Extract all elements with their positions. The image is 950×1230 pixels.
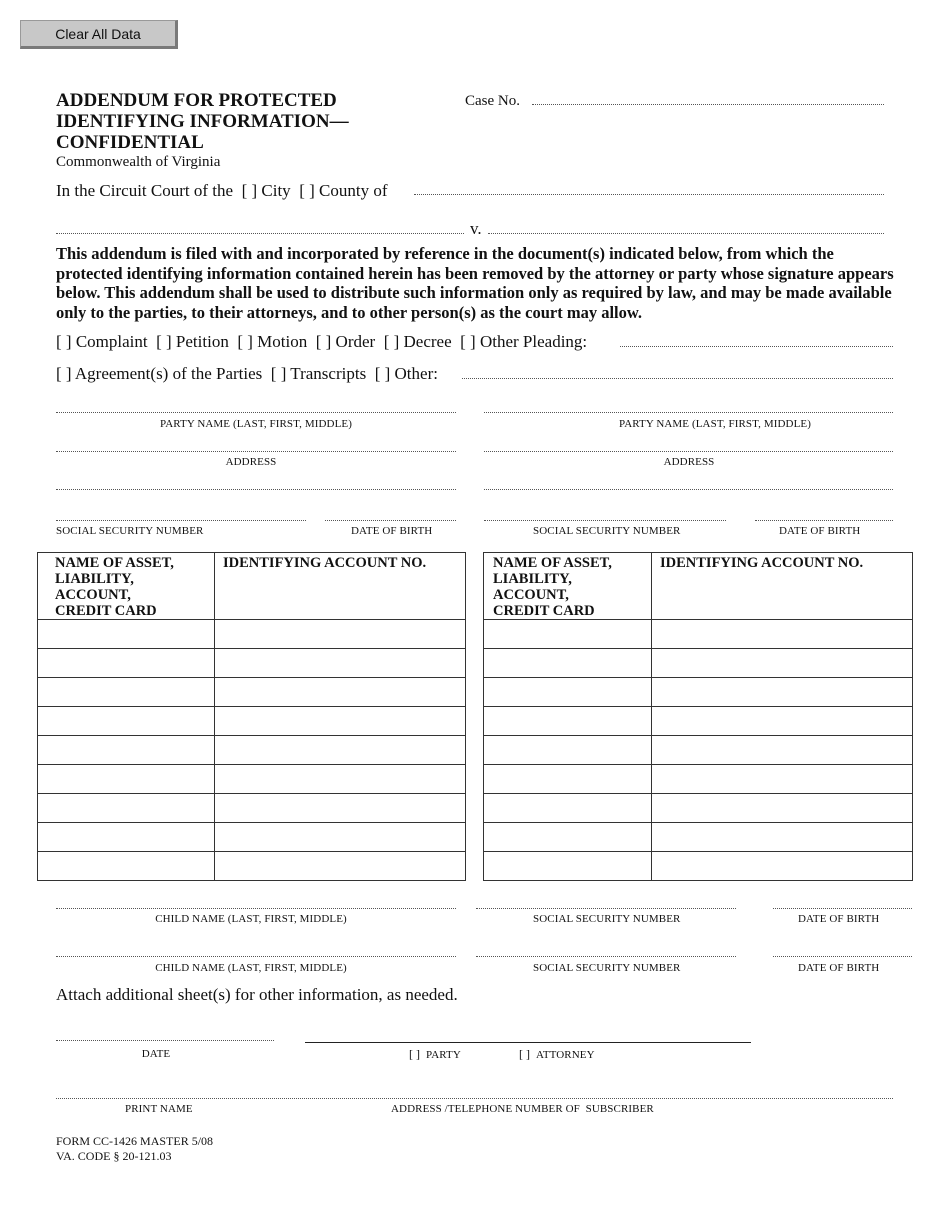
account-number-cell[interactable]	[652, 736, 913, 765]
print-name-caption: PRINT NAME	[125, 1103, 193, 1115]
motion-checkbox[interactable]: [ ] Motion	[237, 332, 308, 351]
table-row	[484, 620, 913, 649]
court-line	[56, 181, 388, 201]
table-row	[484, 678, 913, 707]
county-label: County of	[319, 181, 388, 200]
party1-address-caption: ADDRESS	[225, 456, 277, 468]
form-title	[56, 90, 349, 153]
petition-checkbox[interactable]: [ ] Petition	[156, 332, 229, 351]
party2-ssn-caption: SOCIAL SECURITY NUMBER	[533, 525, 681, 537]
account-number-cell[interactable]	[215, 823, 466, 852]
child2-ssn-caption: SOCIAL SECURITY NUMBER	[533, 962, 681, 974]
child1-dob-field[interactable]	[773, 908, 912, 909]
decree-checkbox[interactable]: [ ] Decree	[383, 332, 452, 351]
title-line-1: ADDENDUM FOR PROTECTED	[56, 90, 337, 111]
account-number-cell[interactable]	[215, 765, 466, 794]
table-row	[38, 736, 466, 765]
table-row	[38, 794, 466, 823]
party1-dob-caption: DATE OF BIRTH	[351, 525, 433, 537]
child2-ssn-field[interactable]	[476, 956, 736, 957]
account-number-cell[interactable]	[652, 765, 913, 794]
attorney-label: ATTORNEY	[536, 1049, 595, 1061]
intro-paragraph: This addendum is filed with and incorporated by reference in the document(s) indicated below, from which the protected identifying information contained herein has been removed by the attorney or party whose signature appears below. This addendum shall be used to distribute such information only as required by law, and may be made available only to the parties, to their attorneys, and to other person(s) as the court may allow.	[56, 244, 894, 322]
plaintiff-field[interactable]	[56, 233, 464, 234]
party1-ssn-caption: SOCIAL SECURITY NUMBER	[56, 525, 204, 537]
table-row	[484, 765, 913, 794]
case-number-field[interactable]	[532, 104, 884, 105]
party2-address-line2-field[interactable]	[484, 489, 893, 490]
form-footer	[56, 1134, 213, 1164]
child2-name-field[interactable]	[56, 956, 456, 957]
account-number-cell[interactable]	[652, 620, 913, 649]
account-number-cell[interactable]	[215, 736, 466, 765]
asset-name-cell[interactable]	[484, 620, 652, 649]
order-checkbox[interactable]: [ ] Order	[315, 332, 376, 351]
defendant-field[interactable]	[488, 233, 884, 234]
account-number-cell[interactable]	[215, 852, 466, 881]
party2-name-field[interactable]	[484, 412, 893, 413]
child1-name-caption: CHILD NAME (LAST, FIRST, MIDDLE)	[155, 913, 347, 925]
account-number-cell[interactable]	[215, 649, 466, 678]
court-prefix: In the Circuit Court of the	[56, 181, 234, 200]
table-row	[38, 620, 466, 649]
attorney-checkbox[interactable]: [ ]	[519, 1047, 530, 1061]
account-number-cell[interactable]	[652, 707, 913, 736]
table-row	[38, 852, 466, 881]
party2-address-field[interactable]	[484, 451, 893, 452]
asset-name-cell[interactable]	[484, 736, 652, 765]
date-field[interactable]	[56, 1040, 274, 1041]
asset-name-header: NAME OF ASSET, LIABILITY, ACCOUNT, CREDIT CARD	[38, 553, 215, 620]
account-number-cell[interactable]	[652, 823, 913, 852]
table-row	[484, 707, 913, 736]
account-number-cell[interactable]	[652, 852, 913, 881]
table-row	[38, 678, 466, 707]
account-number-cell[interactable]	[215, 707, 466, 736]
account-number-cell[interactable]	[215, 678, 466, 707]
asset-name-cell[interactable]	[38, 852, 215, 881]
attorney-choice	[519, 1047, 595, 1062]
table-row	[38, 765, 466, 794]
other-pleading-field[interactable]	[620, 346, 893, 347]
versus-label: v.	[470, 219, 482, 238]
table-row	[38, 707, 466, 736]
table-row	[38, 823, 466, 852]
form-number: FORM CC-1426 MASTER 5/08	[56, 1134, 214, 1148]
table-row	[484, 852, 913, 881]
child2-dob-field[interactable]	[773, 956, 912, 957]
asset-name-cell[interactable]	[38, 823, 215, 852]
party2-dob-field[interactable]	[755, 520, 893, 521]
document-type-row-2	[56, 364, 438, 384]
date-caption: DATE	[141, 1048, 171, 1060]
party2-ssn-field[interactable]	[484, 520, 726, 521]
table-row	[484, 794, 913, 823]
clear-all-data-button[interactable]: Clear All Data	[20, 20, 178, 49]
asset-name-cell[interactable]	[484, 678, 652, 707]
party2-name-caption: PARTY NAME (LAST, FIRST, MIDDLE)	[619, 418, 811, 430]
account-number-cell[interactable]	[215, 620, 466, 649]
asset-name-cell[interactable]	[38, 736, 215, 765]
asset-name-cell[interactable]	[484, 649, 652, 678]
child1-ssn-field[interactable]	[476, 908, 736, 909]
table-row	[38, 649, 466, 678]
account-number-header: IDENTIFYING ACCOUNT NO.	[215, 553, 466, 620]
city-checkbox[interactable]: [ ]	[241, 181, 258, 200]
signature-line[interactable]	[305, 1042, 751, 1043]
asset-name-cell[interactable]	[484, 765, 652, 794]
asset-name-cell[interactable]	[38, 794, 215, 823]
party1-name-field[interactable]	[56, 412, 456, 413]
child1-ssn-caption: SOCIAL SECURITY NUMBER	[533, 913, 681, 925]
jurisdiction-subtitle: Commonwealth of Virginia	[56, 154, 221, 170]
table-row	[484, 823, 913, 852]
city-label: City	[261, 181, 291, 200]
child1-name-field[interactable]	[56, 908, 456, 909]
party2-asset-table	[483, 552, 913, 881]
account-number-cell[interactable]	[652, 794, 913, 823]
party1-name-caption: PARTY NAME (LAST, FIRST, MIDDLE)	[160, 418, 352, 430]
party1-asset-table	[37, 552, 466, 881]
other-document-field[interactable]	[462, 378, 893, 379]
child1-dob-caption: DATE OF BIRTH	[798, 913, 880, 925]
table-row	[484, 649, 913, 678]
account-number-cell[interactable]	[215, 794, 466, 823]
party1-ssn-field[interactable]	[56, 520, 306, 521]
asset-name-cell[interactable]	[38, 765, 215, 794]
asset-name-cell[interactable]	[38, 620, 215, 649]
party1-dob-field[interactable]	[325, 520, 456, 521]
asset-name-cell[interactable]	[484, 794, 652, 823]
party2-address-caption: ADDRESS	[663, 456, 715, 468]
asset-name-cell[interactable]	[484, 707, 652, 736]
asset-name-cell[interactable]	[38, 678, 215, 707]
transcripts-checkbox[interactable]: [ ] Transcripts	[270, 364, 367, 383]
attach-note: Attach additional sheet(s) for other information, as needed.	[56, 985, 458, 1004]
party2-dob-caption: DATE OF BIRTH	[779, 525, 861, 537]
party-attorney-choice	[409, 1047, 461, 1062]
child2-dob-caption: DATE OF BIRTH	[798, 962, 880, 974]
asset-name-cell[interactable]	[38, 649, 215, 678]
title-line-3: CONFIDENTIAL	[56, 132, 204, 153]
account-number-cell[interactable]	[652, 649, 913, 678]
subscriber-address-caption: ADDRESS /TELEPHONE NUMBER OF SUBSCRIBER	[391, 1103, 654, 1115]
table-row	[484, 736, 913, 765]
agreement-checkbox[interactable]: [ ] Agreement(s) of the Parties	[56, 364, 263, 383]
asset-name-cell[interactable]	[38, 707, 215, 736]
asset-name-cell[interactable]	[484, 823, 652, 852]
account-number-header: IDENTIFYING ACCOUNT NO.	[652, 553, 913, 620]
va-code: VA. CODE § 20-121.03	[56, 1149, 172, 1163]
document-type-row	[56, 332, 587, 352]
party-checkbox[interactable]: [ ]	[409, 1047, 420, 1061]
party1-address-line2-field[interactable]	[56, 489, 456, 490]
party-label: PARTY	[426, 1049, 461, 1061]
asset-name-cell[interactable]	[484, 852, 652, 881]
other-checkbox[interactable]: [ ] Other:	[374, 364, 438, 383]
other-pleading-checkbox[interactable]: [ ] Other Pleading:	[460, 332, 588, 351]
county-checkbox[interactable]: [ ]	[299, 181, 315, 200]
title-line-2: IDENTIFYING INFORMATION—	[56, 111, 349, 132]
party1-address-field[interactable]	[56, 451, 456, 452]
print-name-address-field[interactable]	[56, 1098, 893, 1099]
complaint-checkbox[interactable]: [ ] Complaint	[56, 332, 148, 351]
county-name-field[interactable]	[414, 194, 884, 195]
case-number-label: Case No.	[465, 93, 520, 109]
account-number-cell[interactable]	[652, 678, 913, 707]
asset-name-header: NAME OF ASSET, LIABILITY, ACCOUNT, CREDIT CARD	[484, 553, 652, 620]
child2-name-caption: CHILD NAME (LAST, FIRST, MIDDLE)	[155, 962, 347, 974]
